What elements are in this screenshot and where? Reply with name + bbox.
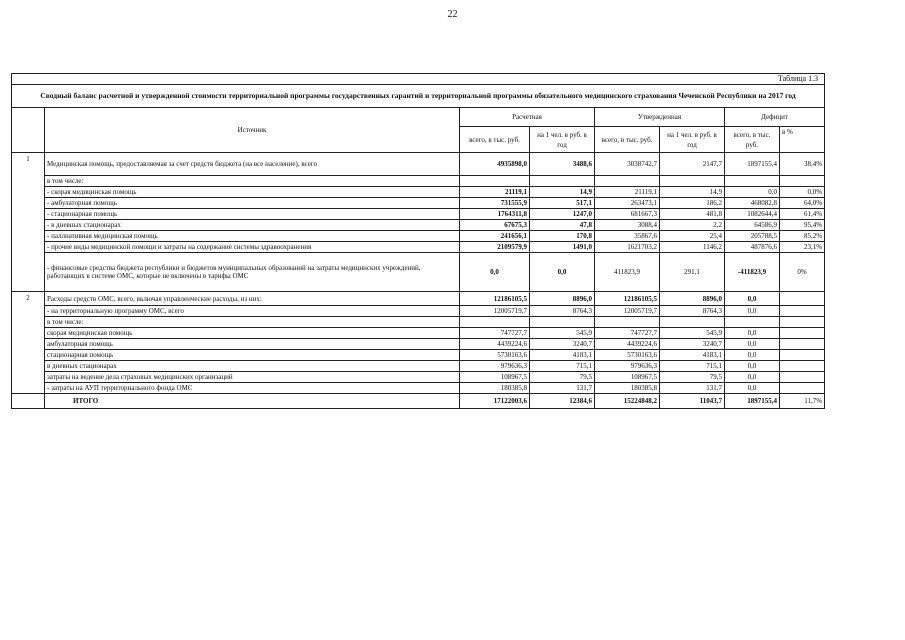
def-pct-cell — [780, 317, 825, 328]
calc-per-cell: 4183,1 — [530, 350, 595, 361]
calc-per-cell: 3488,6 — [530, 153, 595, 176]
def-pct-cell: 23,1% — [780, 242, 825, 253]
appr-per-cell: 545,9 — [660, 328, 725, 339]
table-row — [12, 231, 825, 242]
def-pct-cell: 85,2% — [780, 231, 825, 242]
def-pct-cell — [780, 292, 825, 306]
calc-total-cell: 5730163,6 — [460, 350, 530, 361]
source-cell: Медицинская помощь, предоставляемая за счет средств бюджета (на все население), всего — [45, 153, 460, 176]
def-total-cell: 0,0 — [725, 328, 780, 339]
balance-table — [11, 73, 825, 409]
total-row — [12, 394, 825, 409]
appr-total-cell: 180385,8 — [595, 383, 660, 394]
subheader-appr-total: всего, в тыс. руб. — [595, 127, 660, 153]
def-total-cell: 487876,6 — [725, 242, 780, 253]
def-total-cell: 0,0 — [725, 350, 780, 361]
def-pct-cell: 0% — [780, 253, 825, 292]
def-pct-cell — [780, 372, 825, 383]
total-label: ИТОГО — [45, 394, 460, 409]
table-row — [12, 383, 825, 394]
subheader-def-pct: в % — [780, 127, 825, 153]
source-cell: стационарная помощь — [45, 350, 460, 361]
appr-per-cell: 14,9 — [660, 187, 725, 198]
appr-per-cell: 131,7 — [660, 383, 725, 394]
row-index: 1 — [12, 153, 45, 292]
total-appr-total-cell: 15224848,2 — [595, 394, 660, 409]
appr-total-cell: 1621703,2 — [595, 242, 660, 253]
total-def-total-cell: 1897155,4 — [725, 394, 780, 409]
def-total-cell — [725, 317, 780, 328]
table-row — [12, 253, 825, 292]
calc-total-cell: 1764311,8 — [460, 209, 530, 220]
source-cell: - финансовые средства бюджета республики и бюджетов муниципальных образований на затраты медицинских учреждений, работающих в системе ОМС, которые не включены в тарифы ОМС — [45, 253, 460, 292]
calc-per-cell: 8896,0 — [530, 292, 595, 306]
table-title: Сводный баланс расчетной и утвержденной стоимости территориальной программы государственных гарантий и территориальной программы обязательного медицинского страхования Чеченской Республики на 2017 год — [12, 85, 825, 108]
appr-total-cell: 263473,1 — [595, 198, 660, 209]
table-row — [12, 339, 825, 350]
appr-per-cell — [660, 317, 725, 328]
source-cell: в дневных стационарах — [45, 361, 460, 372]
table-row — [12, 372, 825, 383]
appr-total-cell: 3088,4 — [595, 220, 660, 231]
def-pct-cell — [780, 176, 825, 187]
calc-per-cell — [530, 176, 595, 187]
calc-per-cell: 0,0 — [530, 253, 595, 292]
total-def-pct-cell: 11,7% — [780, 394, 825, 409]
def-total-cell: 0,0 — [725, 292, 780, 306]
table-row — [12, 317, 825, 328]
header-calc: Расчетная — [460, 108, 595, 127]
table-row — [12, 176, 825, 187]
calc-total-cell: 241656,1 — [460, 231, 530, 242]
calc-total-cell: 747727,7 — [460, 328, 530, 339]
appr-total-cell: 108967,5 — [595, 372, 660, 383]
calc-per-cell: 8764,3 — [530, 306, 595, 317]
table-row — [12, 242, 825, 253]
source-cell: Расходы средств ОМС, всего, включая управленческие расходы, из них: — [45, 292, 460, 306]
calc-total-cell — [460, 176, 530, 187]
calc-per-cell: 3240,7 — [530, 339, 595, 350]
def-total-cell: 0,0 — [725, 383, 780, 394]
appr-total-cell: 12005719,7 — [595, 306, 660, 317]
calc-per-cell: 170,8 — [530, 231, 595, 242]
header-source: Источник — [45, 108, 460, 153]
def-total-cell: 205788,5 — [725, 231, 780, 242]
appr-per-cell: 3240,7 — [660, 339, 725, 350]
calc-total-cell: 731555,9 — [460, 198, 530, 209]
appr-per-cell: 2147,7 — [660, 153, 725, 176]
total-calc-total-cell: 17122003,6 — [460, 394, 530, 409]
calc-total-cell: 21119,1 — [460, 187, 530, 198]
total-empty-cell — [12, 394, 45, 409]
table-row — [12, 292, 825, 306]
source-cell: в том числе: — [45, 317, 460, 328]
calc-per-cell — [530, 317, 595, 328]
header-empty-cell — [12, 108, 45, 153]
source-cell: - паллиативная медицинская помощь — [45, 231, 460, 242]
header-deficit: Дефицит — [725, 108, 825, 127]
appr-total-cell: 21119,1 — [595, 187, 660, 198]
calc-total-cell: 0,0 — [460, 253, 530, 292]
def-total-cell: -411823,9 — [725, 253, 780, 292]
appr-per-cell: 25,4 — [660, 231, 725, 242]
source-cell: - на территориальную программу ОМС, всего — [45, 306, 460, 317]
table-row — [12, 220, 825, 231]
appr-total-cell: 979636,3 — [595, 361, 660, 372]
calc-total-cell: 12005719,7 — [460, 306, 530, 317]
appr-total-cell: 747727,7 — [595, 328, 660, 339]
source-cell: затраты на ведение дела страховых медицинских организаций — [45, 372, 460, 383]
table-row — [12, 350, 825, 361]
calc-total-cell — [460, 317, 530, 328]
calc-total-cell: 4439224,6 — [460, 339, 530, 350]
appr-per-cell: 2,2 — [660, 220, 725, 231]
subheader-calc-per: на 1 чел. в руб. в год — [530, 127, 595, 153]
source-cell: в том числе: — [45, 176, 460, 187]
appr-total-cell — [595, 317, 660, 328]
table-row — [12, 198, 825, 209]
page-number: 22 — [447, 9, 458, 20]
calc-total-cell: 12186105,5 — [460, 292, 530, 306]
calc-per-cell: 131,7 — [530, 383, 595, 394]
subheader-calc-total: всего, в тыс. руб. — [460, 127, 530, 153]
source-cell: - скорая медицинская помощь — [45, 187, 460, 198]
def-pct-cell: 64,0% — [780, 198, 825, 209]
appr-per-cell: 715,1 — [660, 361, 725, 372]
def-total-cell: 0,0 — [725, 339, 780, 350]
appr-total-cell — [595, 176, 660, 187]
table-row — [12, 209, 825, 220]
appr-per-cell: 4183,1 — [660, 350, 725, 361]
appr-total-cell: 3038742,7 — [595, 153, 660, 176]
source-cell: - затраты на АУП территориального фонда ОМС — [45, 383, 460, 394]
calc-total-cell: 4935898,0 — [460, 153, 530, 176]
table-row — [12, 328, 825, 339]
source-cell: - амбулаторная помощь — [45, 198, 460, 209]
appr-total-cell: 411823,9 — [595, 253, 660, 292]
table-row — [12, 306, 825, 317]
appr-per-cell: 79,5 — [660, 372, 725, 383]
calc-per-cell: 1247,0 — [530, 209, 595, 220]
source-cell: - стационарная помощь — [45, 209, 460, 220]
calc-per-cell: 1491,0 — [530, 242, 595, 253]
calc-total-cell: 108967,5 — [460, 372, 530, 383]
calc-per-cell: 14,9 — [530, 187, 595, 198]
source-cell: - прочие виды медицинской помощи и затраты на содержание системы здравоохранения — [45, 242, 460, 253]
appr-per-cell: 481,8 — [660, 209, 725, 220]
subheader-def-total: всего, в тыс. руб. — [725, 127, 780, 153]
def-total-cell: 1082644,4 — [725, 209, 780, 220]
def-pct-cell — [780, 339, 825, 350]
def-total-cell — [725, 176, 780, 187]
table-row — [12, 153, 825, 176]
appr-per-cell: 1146,2 — [660, 242, 725, 253]
def-total-cell: 0,0 — [725, 372, 780, 383]
def-pct-cell — [780, 361, 825, 372]
calc-total-cell: 979636,3 — [460, 361, 530, 372]
calc-per-cell: 715,1 — [530, 361, 595, 372]
def-pct-cell: 0,0% — [780, 187, 825, 198]
def-pct-cell — [780, 328, 825, 339]
appr-total-cell: 35867,6 — [595, 231, 660, 242]
calc-per-cell: 47,8 — [530, 220, 595, 231]
def-pct-cell: 38,4% — [780, 153, 825, 176]
appr-per-cell: 291,1 — [660, 253, 725, 292]
calc-per-cell: 517,1 — [530, 198, 595, 209]
calc-per-cell: 79,5 — [530, 372, 595, 383]
def-total-cell: 0,0 — [725, 306, 780, 317]
calc-total-cell: 2109579,9 — [460, 242, 530, 253]
def-pct-cell: 61,4% — [780, 209, 825, 220]
table-label: Таблица 1.3 — [12, 74, 825, 85]
appr-per-cell: 8896,0 — [660, 292, 725, 306]
def-total-cell: 0,0 — [725, 187, 780, 198]
appr-per-cell: 8764,3 — [660, 306, 725, 317]
table-row — [12, 361, 825, 372]
def-pct-cell — [780, 350, 825, 361]
calc-total-cell: 180385,8 — [460, 383, 530, 394]
def-total-cell: 0,0 — [725, 361, 780, 372]
calc-total-cell: 67675,3 — [460, 220, 530, 231]
def-total-cell: 64586,9 — [725, 220, 780, 231]
appr-per-cell — [660, 176, 725, 187]
total-appr-per-cell: 11043,7 — [660, 394, 725, 409]
def-pct-cell — [780, 383, 825, 394]
appr-per-cell: 186,2 — [660, 198, 725, 209]
calc-per-cell: 545,9 — [530, 328, 595, 339]
def-pct-cell: 95,4% — [780, 220, 825, 231]
def-total-cell: 1897155,4 — [725, 153, 780, 176]
source-cell: - в дневных стационарах — [45, 220, 460, 231]
total-calc-per-cell: 12384,6 — [530, 394, 595, 409]
row-index: 2 — [12, 292, 45, 394]
source-cell: скорая медицинская помощь — [45, 328, 460, 339]
appr-total-cell: 5730163,6 — [595, 350, 660, 361]
table-row — [12, 187, 825, 198]
appr-total-cell: 681667,3 — [595, 209, 660, 220]
source-cell: амбулаторная помощь — [45, 339, 460, 350]
header-approved: Утвержденная — [595, 108, 725, 127]
def-total-cell: 468082,8 — [725, 198, 780, 209]
subheader-appr-per: на 1 чел. в руб. в год — [660, 127, 725, 153]
appr-total-cell: 12186105,5 — [595, 292, 660, 306]
appr-total-cell: 4439224,6 — [595, 339, 660, 350]
def-pct-cell — [780, 306, 825, 317]
